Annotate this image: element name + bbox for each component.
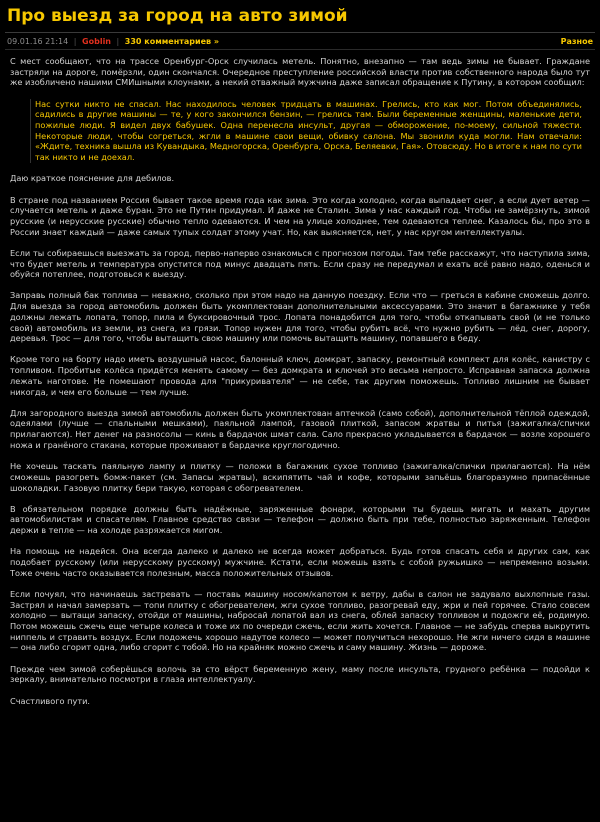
post-meta-left — [7, 37, 222, 46]
paragraph: Заправь полный бак топлива — неважно, сколько при этом надо на данную поездку. Если что — греться в кабине сможешь долго. Для выезда за город автомобиль должен быть укомплектован дополнительными аксессуарами. Это значит в багажнике у тебя должны лежать лопата, топор, пила и буксировочный трос. Лопата понадобится для того, чтобы откапывать свой (и не только свой) автомобиль из земли, из снега, из грязи. Топор нужен для того, чтобы рубить всё, что нужно рубить — лёд, снег, дорогу, деревья. Трос — для того, чтобы вытащить свою машину или помочь вытащить машину, попавшего в беду. — [10, 290, 590, 344]
post-title[interactable]: Про выезд за город на авто зимой — [7, 6, 348, 26]
meta-separator: | — [116, 37, 120, 46]
paragraph: Счастливого пути. — [10, 695, 91, 706]
title-bar — [5, 4, 595, 33]
paragraph: Даю краткое пояснение для дебилов. — [10, 173, 175, 184]
paragraph: В стране под названием Россия бывает такое время года как зима. Это когда холодно, когда выпадает снег, а если дует ветер — случается метель и даже буран. Это не Путин придумал. И даже не Сталин. Зима у нас каждый год. Чтобы не замёрзнуть, зимой русские (и нерусские русские) обычно тепло одеваются. И чем на улице холоднее, тем одеваются теплее. Казалось бы, про это в России знает каждый — даже самых тупых солдат этому учат. Но, как выясняется, нет, у нас кругом интеллектуалы. — [10, 194, 590, 237]
post-meta — [5, 33, 595, 50]
paragraph: В обязательном порядке должны быть надёжные, заряженные фонари, которыми ты будешь мигать и махать другим автомобилистам и спасателям. Главное средство связи — телефон — должно быть при тебе, полностью заряженным. Телефон держи в тепле — на холоде разряжается мигом. — [10, 503, 590, 536]
paragraph: Если ты собираешься выезжать за город, перво-наперво ознакомься с прогнозом погоды. Там тебе расскажут, что наступила зима, что будет метель и температура опустится под минус двадцать пять. Если сразу не передумал и ехать всё равно надо, оденься и обуйся потеплее, подготовься к выезду. — [10, 247, 590, 280]
post-content — [5, 50, 595, 706]
quote-block: Нас сутки никто не спасал. Нас находилось человек тридцать в машинах. Грелись, кто как мог. Потом объединялись, садились в другие машины — те, у кого закончился бензин, — грелись там. Были беременные женщины, маленькие дети, пожилые люди. Я видел двух бабушек. Одна перенесла инсульт, другая — обморожение, по-моему, сильной тяжести. Некоторые люди, чтобы согреться, жгли в машине свои вещи, обивку салона. Мы звонили куда могли. Нам отвечали: «Ждите, техника вышла из Кувандыка, Медногорска, Оренбурга, Орска, Беляевки, Гая». Отовсюду. Но в итоге к нам по сути так никто и не доехал. — [30, 99, 582, 163]
paragraph: Если почуял, что начинаешь застревать — поставь машину носом/капотом к ветру, дабы в салон не задувало выхлопные газы. Застрял и начал замерзать — топи плитку с обогревателем, жги сухое топливо, разогревай еду, жри и пей горячее. Стало совсем холодно — вытащи запаску, отойди от машины, набросай лопатой вал из снега, облей запаску топливом и подожги её, родимую. Потом можешь сжечь еще четыре колеса и тоже их по очереди сжечь, если жить хочется. Главное — не забудь сперва выкрутить ниппель и стравить воздух. Если подожечь хорошо надутое колесо — может получиться нехорошо. Не жги ничего сидя в машине — она либо сгорит одна, либо сгорит с тобой. Но на крайняк можно сжечь и саму машину. Жизнь — дороже. — [10, 588, 590, 653]
author-link[interactable]: Goblin — [82, 37, 111, 46]
paragraph: Не хочешь таскать паяльную лампу и плитку — положи в багажник сухое топливо (зажигалка/спички прилагаются). На нём сможешь разогреть бомж-пакет (см. Запасы жратвы), вскипятить чай и кофе, которыми запьёшь благоразумно припасённые шоколадки. Газовую плитку бери такую, которая с обогревателем. — [10, 461, 590, 493]
paragraph: Для загородного выезда зимой автомобиль должен быть укомплектован аптечкой (само собой), дополнительной тёплой одеждой, одеялами (лучше — спальными мешками), паяльной лампой, газовой плиткой, запасом жратвы и питья (зажигалка/спички прилагаются). Нет денег на разносолы — кинь в бардачок шмат сала. Сало прекрасно укладывается в бардачок — возле хорошего ножа и гранёного стакана, которые проживают в бардачке круглогодично. — [10, 407, 590, 450]
comments-link[interactable]: 330 комментариев » — [124, 37, 220, 46]
paragraph: На помощь не надейся. Она всегда далеко и далеко не всегда может добраться. Будь готов спасать себя и других сам, как подобает русскому (или нерусскому русскому) мужчине. Кстати, если можешь взять с собой ружьишко — непременно возьми. Тоже очень часто оказывается полезным, масса положительных отзывов. — [10, 546, 590, 578]
paragraph: Прежде чем зимой соберёшься волочь за сто вёрст беременную жену, маму после инсульта, грудного ребёнка — подойди к зеркалу, внимательно посмотри в глаза интеллектуалу. — [10, 663, 590, 685]
paragraph: Кроме того на борту надо иметь воздушный насос, балонный ключ, домкрат, запаску, ремонтный комплект для колёс, канистру с топливом. Пробитые колёса придётся менять самому — без домкрата и ключей это весьма непросто. Исправная запаска должна лежать наготове. Не помешают провода для "прикуривателя" — не себе, так другим поможешь. Топливо лишним не бывает никогда, и чем его больше — тем лучше. — [10, 354, 590, 397]
paragraph: С мест сообщают, что на трассе Оренбург-Орск случилась метель. Понятно, внезапно — там ведь зимы не бывает. Граждане застряли на дороге, помёрзли, один скончался. Очередное преступление российской власти против собственного народа было тут же изобличено нашими СМИшными клоунами, а некий отважный мужчина даже записал обращение к Путину, в котором сообщил: — [10, 56, 590, 88]
post-date: 09.01.16 21:14 — [7, 37, 69, 46]
category-link[interactable]: Разное — [560, 37, 593, 46]
meta-separator: | — [73, 37, 77, 46]
